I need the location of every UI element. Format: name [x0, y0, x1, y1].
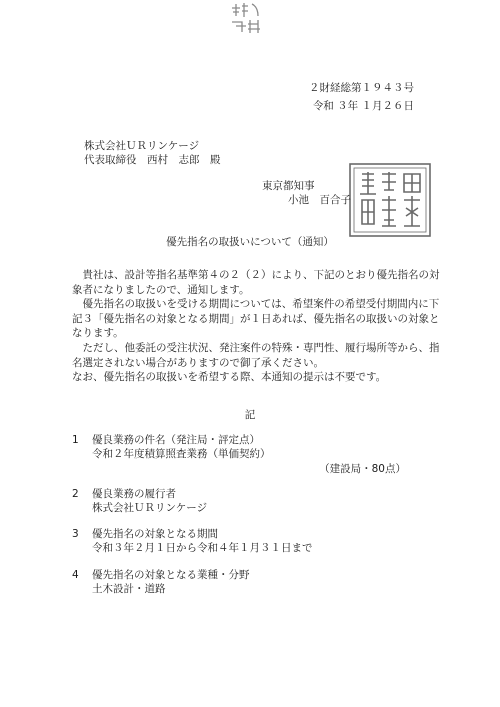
item-value: 令和２年度積算照査業務（単価契約） — [92, 448, 271, 460]
item-number: 3 — [72, 528, 79, 540]
body-paragraph: なお、優先指名の取扱いを希望する際、本通知の提示は不要です。 — [72, 371, 387, 384]
item-value: 土木設計・道路 — [92, 583, 166, 595]
record-heading: 記 — [244, 409, 256, 421]
official-seal-icon — [346, 160, 434, 240]
body-text — [72, 268, 442, 385]
receipt-stamp-icon — [228, 0, 268, 36]
body-paragraph: 優先指名の取扱いを受ける期間については、希望案件の希望受付期間内に下記３「優先指名の対象となる期間」が１日あれば、優先指名の取扱いの対象となります。 — [72, 298, 440, 340]
addressee-company: 株式会社ＵＲリンケージ — [84, 140, 200, 152]
document-title: 優先指名の取扱いについて（通知） — [166, 236, 334, 248]
sender-title: 東京都知事 — [262, 180, 315, 192]
issue-date: 令和 ３年 １月２６日 — [312, 100, 414, 112]
item-label: 優良業務の件名（発注局・評定点） — [92, 434, 260, 446]
item-extra: （建設局・80点） — [319, 463, 406, 475]
item-number: 1 — [72, 434, 79, 446]
sender-name: 小池 百合子 — [288, 194, 351, 206]
item-value: 令和３年２月１日から令和４年１月３１日まで — [92, 542, 313, 554]
item-value: 株式会社ＵＲリンケージ — [92, 502, 208, 514]
item-number: 4 — [72, 569, 79, 581]
reference-number: ２財経総第１９４３号 — [309, 82, 414, 94]
item-label: 優先指名の対象となる期間 — [92, 528, 218, 540]
body-paragraph: ただし、他委託の受注状況、発注案件の特殊・専門性、履行場所等から、指名選定されない場合がありますので御了承ください。 — [72, 341, 440, 369]
addressee-representative: 代表取締役 西村 志郎 殿 — [84, 154, 221, 166]
item-label: 優先指名の対象となる業種・分野 — [92, 569, 250, 581]
item-number: 2 — [72, 488, 79, 500]
body-paragraph: 貴社は、設計等指名基準第４の２（２）により、下記のとおり優先指名の対象者になりましたので、通知します。 — [72, 269, 440, 296]
item-label: 優良業務の履行者 — [92, 488, 176, 500]
